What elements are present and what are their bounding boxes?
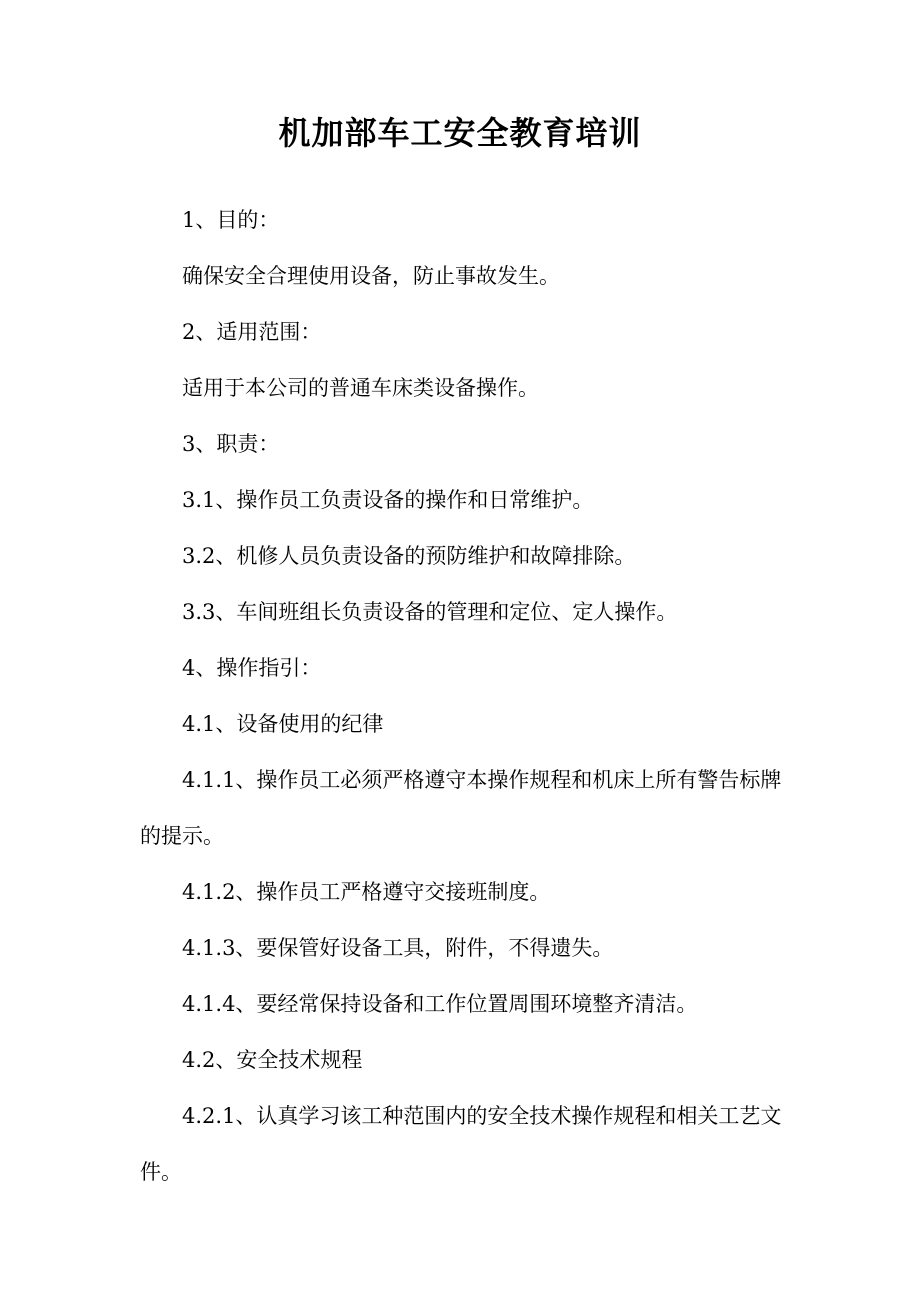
section-4-heading: 4、操作指引： xyxy=(182,656,322,680)
clause-4-1-1: 4.1.1、操作员工必须严格遵守本操作规程和机床上所有警告标牌的提示。 xyxy=(140,768,782,848)
document-title: 机加部车工安全教育培训 xyxy=(278,114,642,152)
clause-3-1: 3.1、操作员工负责设备的操作和日常维护。 xyxy=(182,488,594,512)
clause-3-3: 3.3、车间班组长负责设备的管理和定位、定人操作。 xyxy=(182,600,678,624)
section-1-heading: 1、目的： xyxy=(182,208,280,232)
clause-4-2-1: 4.2.1、认真学习该工种范围内的安全技术操作规程和相关工艺文件。 xyxy=(140,1104,782,1184)
clause-4-1: 4.1、设备使用的纪律 xyxy=(182,712,384,736)
clause-4-1-3: 4.1.3、要保管好设备工具，附件，不得遗失。 xyxy=(182,936,614,960)
section-1-text: 确保安全合理使用设备，防止事故发生。 xyxy=(182,264,560,288)
clause-4-2: 4.2、安全技术规程 xyxy=(182,1048,363,1072)
clause-3-2: 3.2、机修人员负责设备的预防维护和故障排除。 xyxy=(182,544,636,568)
document-body xyxy=(140,192,785,1200)
clause-4-1-4: 4.1.4、要经常保持设备和工作位置周围环境整齐清洁。 xyxy=(182,992,698,1016)
section-2-text: 适用于本公司的普通车床类设备操作。 xyxy=(182,376,539,400)
section-2-heading: 2、适用范围： xyxy=(182,320,322,344)
section-3-heading: 3、职责： xyxy=(182,432,280,456)
clause-4-1-2: 4.1.2、操作员工严格遵守交接班制度。 xyxy=(182,880,551,904)
